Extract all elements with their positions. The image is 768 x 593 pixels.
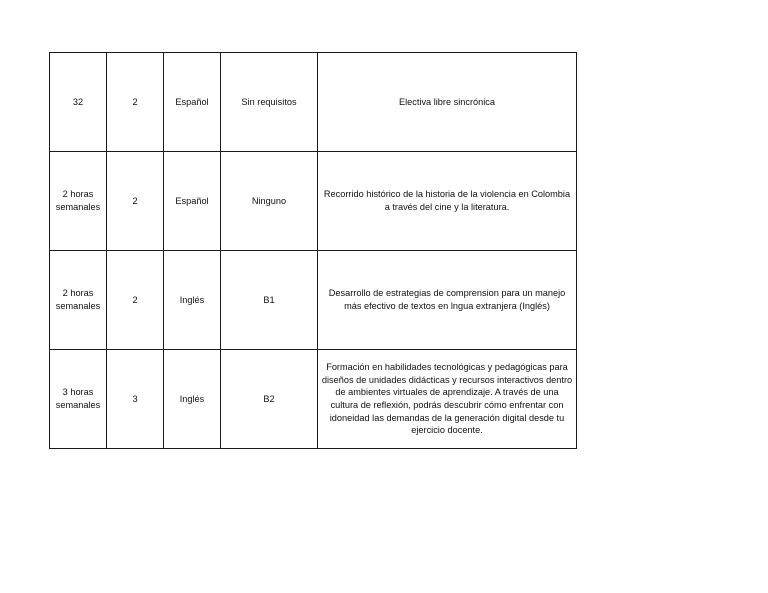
credits-cell: 2 [107, 53, 164, 152]
table-row [50, 350, 577, 449]
requirement-cell: Sin requisitos [221, 53, 318, 152]
requirement-cell: B2 [221, 350, 318, 449]
language-cell: Inglés [164, 350, 221, 449]
hours-cell: 32 [50, 53, 107, 152]
description-cell: Electiva libre sincrónica [318, 53, 577, 152]
description-cell: Recorrido histórico de la historia de la violencia en Colombia a través del cine y la literatura. [318, 152, 577, 251]
table-row [50, 152, 577, 251]
language-cell: Español [164, 53, 221, 152]
credits-cell: 2 [107, 251, 164, 350]
language-cell: Inglés [164, 251, 221, 350]
language-cell: Español [164, 152, 221, 251]
description-cell: Formación en habilidades tecnológicas y pedagógicas para diseños de unidades didácticas y recursos interactivos dentro de ambientes virtuales de aprendizaje. A través de una cultura de reflexión, podrás descubrir cómo enfrentar con idoneidad las demandas de la generación digital desde tu ejercicio docente. [318, 350, 577, 449]
table-row [50, 53, 577, 152]
requirement-cell: B1 [221, 251, 318, 350]
course-table [49, 52, 577, 449]
hours-cell: 3 horas semanales [50, 350, 107, 449]
description-cell: Desarrollo de estrategias de comprension para un manejo más efectivo de textos en lngua extranjera (Inglés) [318, 251, 577, 350]
table-row [50, 251, 577, 350]
credits-cell: 3 [107, 350, 164, 449]
requirement-cell: Ninguno [221, 152, 318, 251]
hours-cell: 2 horas semanales [50, 152, 107, 251]
credits-cell: 2 [107, 152, 164, 251]
hours-cell: 2 horas semanales [50, 251, 107, 350]
